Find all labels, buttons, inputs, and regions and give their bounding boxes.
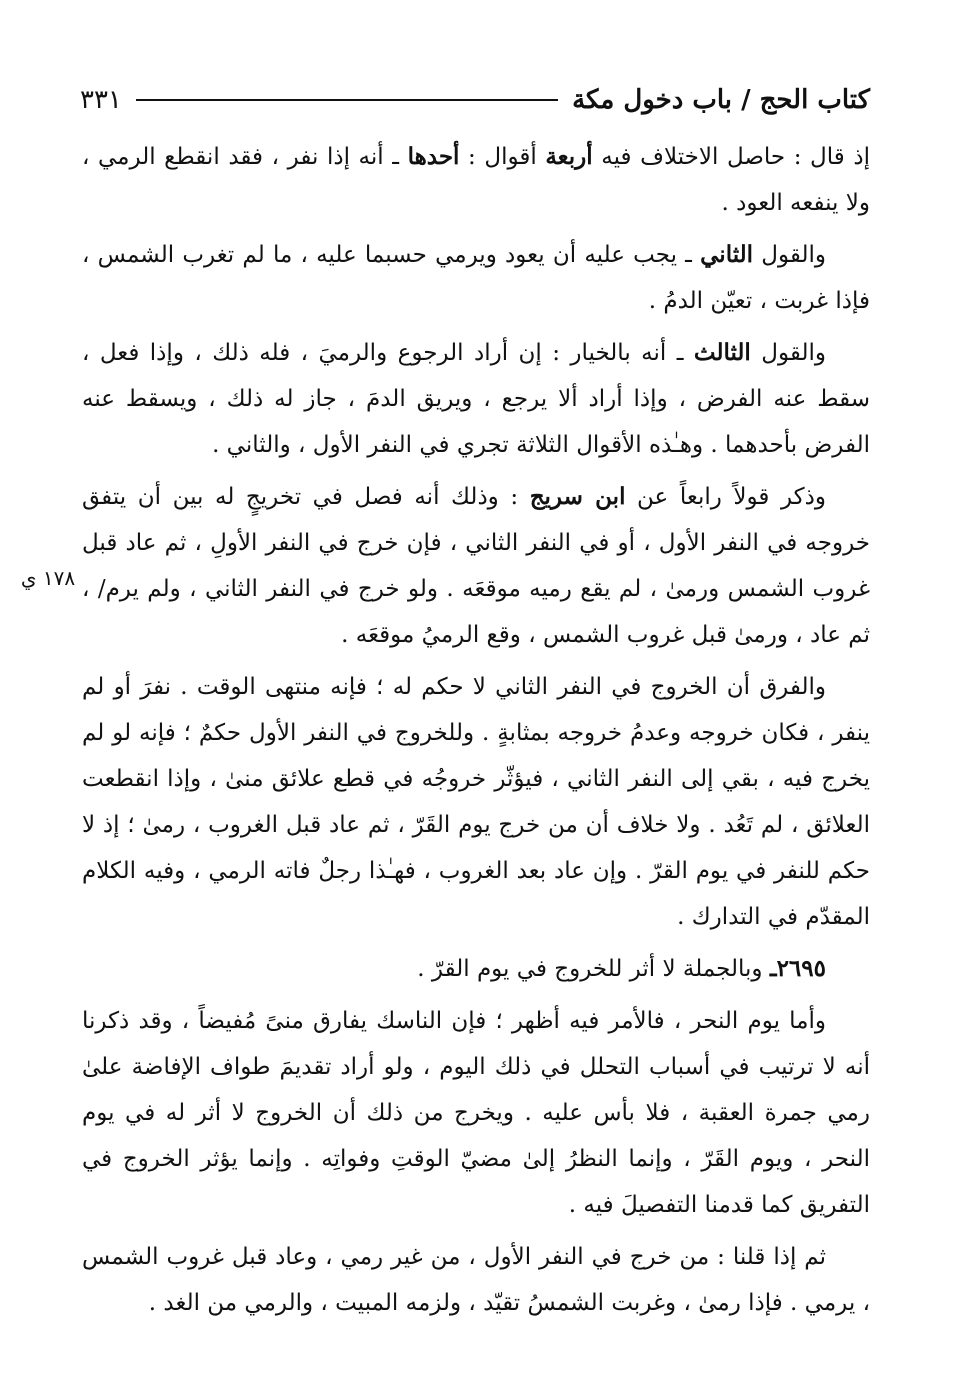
paragraph [82, 946, 870, 992]
margin-note: ١٧٨ ي [20, 566, 76, 590]
text-segment: وبالجملة لا أثر للخروج في يوم القرّ . [417, 956, 770, 982]
paragraph [82, 232, 870, 324]
text-segment: ـ أنه إذا نفر ، فقد انقطع الرمي ، ولا ينفعه العود . [82, 144, 870, 216]
paragraph [82, 330, 870, 468]
page-number: ٣٣١ [80, 85, 122, 115]
text-segment: إذ قال : حاصل الاختلاف فيه [592, 144, 870, 170]
paragraph [82, 474, 870, 658]
paragraph [82, 1234, 870, 1326]
paragraph [82, 998, 870, 1228]
text-segment: والفرق أن الخروج في النفر الثاني لا حكم له ؛ فإنه منتهى الوقت . نفرَ أو لم ينفر ، فكان خروجه وعدمُ خروجه بمثابةٍ . وللخروج في النفر الأول حكمٌ ؛ فإنه لو لم يخرج فيه ، بقي إلى النفر الثاني ، فيؤثّر خروجُه في قطع علائق منىٰ ، وإذا انقطعت العلائق ، لم تَعُد . ولا خلاف أن من خرج يوم القَرّ ، ثم عاد قبل الغروب ، رمىٰ ؛ إذ لا حكم للنفر في يوم القرّ . وإن عاد بعد الغروب ، فهـٰذا رجلٌ فاته الرمي ، وفيه الكلام المقدّم في التدارك . [82, 674, 870, 930]
text-segment: ثم إذا قلنا : من خرج في النفر الأول ، من غير رمي ، وعاد قبل غروب الشمس ، يرمي . فإذا رمىٰ ، وغربت الشمسُ تقيّد ، ولزمه المبيت ، والرمي من الغد . [82, 1244, 870, 1316]
text-segment: ـ يجب عليه أن يعود ويرمي حسبما عليه ، ما لم تغرب الشمس ، فإذا غربت ، تعيّن الدمُ . [82, 242, 870, 314]
paragraph [82, 134, 870, 226]
text-segment: وأما يوم النحر ، فالأمر فيه أظهر ؛ فإن الناسك يفارق منىً مُفيضاً ، وقد ذكرنا أنه لا ترتيب في أسباب التحلل في ذلك اليوم ، ولو أراد تقديمَ طواف الإفاضة علىٰ رمي جمرة العقبة ، فلا بأس عليه . ويخرج من ذلك أن الخروج لا أثر له في يوم النحر ، ويوم القَرّ ، وإنما النظرُ إلىٰ مضيّ الوقتِ وفواتِه . وإنما يؤثر الخروج في التفريق كما قدمنا التفصيلَ فيه . [82, 1008, 870, 1218]
text-segment: ـ أنه بالخيار : إن أراد الرجوع والرميَ ، فله ذلك ، وإذا فعل ، سقط عنه الفرض ، وإذا أراد ألا يرجع ، ويريق الدمَ ، جاز له ذلك ، ويسقط عنه الفرض بأحدهما . وهـٰذه الأقوال الثلاثة تجري في النفر الأول ، والثاني . [82, 340, 870, 458]
bold-term: ٢٦٩٥ـ [769, 955, 826, 982]
paragraph [82, 664, 870, 940]
text-segment: والقول [753, 242, 826, 268]
page-header [80, 78, 870, 122]
body-text [82, 134, 870, 1332]
bold-term: الثاني [700, 241, 754, 268]
bold-term: الثالث [693, 339, 751, 366]
bold-term: ابن سريج [529, 483, 626, 510]
running-title: كتاب الحج / باب دخول مكة [572, 85, 870, 115]
text-segment: وذكر قولاً رابعاً عن [625, 484, 826, 510]
text-segment: : وذلك أنه فصل في تخريجٍ له بين أن يتفق خروجه في النفر الأول ، أو في النفر الثاني ، فإن خرج في النفر الأولِ ، ثم عاد قبل غروب الشمس ورمىٰ ، لم يقع رميه موقعَه . ولو خرج في النفر الثاني ، ولم يرم/ ، ثم عاد ، ورمىٰ قبل غروب الشمس ، وقع الرميُ موقعَه . [82, 484, 870, 648]
bold-term: أربعة [545, 143, 593, 170]
text-segment: أقوال : [459, 144, 546, 170]
text-segment: والقول [750, 340, 826, 366]
bold-term: أحدها [407, 143, 460, 170]
header-rule [136, 99, 558, 101]
